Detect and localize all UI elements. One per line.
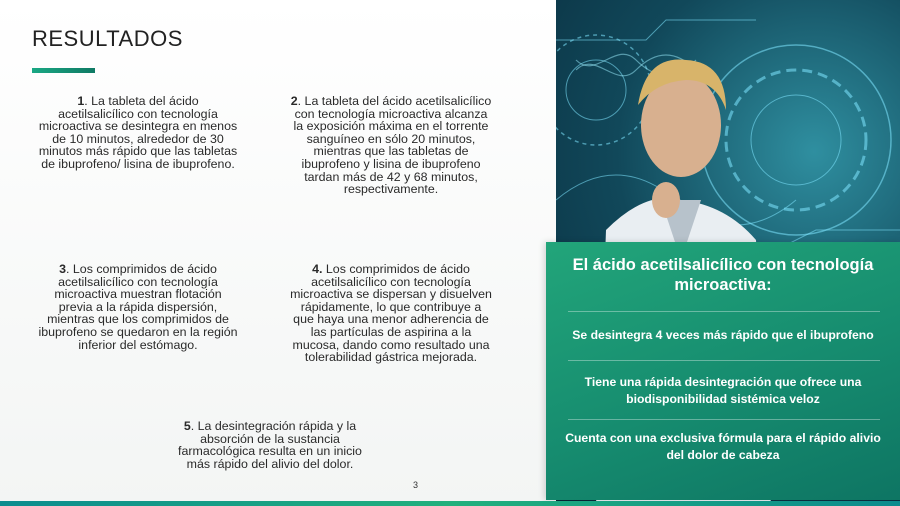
result-point-1 <box>38 95 238 171</box>
result-point-2 <box>290 95 492 196</box>
point-number: 2 <box>290 94 298 108</box>
panel-divider <box>568 360 880 361</box>
point-number: 5 <box>183 419 191 433</box>
result-point-5 <box>170 420 370 470</box>
point-text: . La desintegración rápida y la absorción de la sustancia farmacológica resulta en un inicio más rápido del alivio del dolor. <box>178 419 362 471</box>
title-underline <box>32 68 95 73</box>
result-point-4 <box>290 263 492 364</box>
point-number: 4. <box>312 262 323 276</box>
point-text: . La tableta del ácido acetilsalicílico con tecnología microactiva alcanza la exposición máxima en el torrente sanguíneo en sólo 20 minutos, mientras que las tabletas de ibuprofeno y lisina de ibuprofeno tardan más de 42 y 68 minutos, respectivamente. <box>293 94 492 197</box>
footer-accent-bar <box>0 501 900 506</box>
result-point-3 <box>38 263 238 351</box>
benefit-item-1: Se desintegra 4 veces más rápido que el ibuprofeno <box>572 328 874 342</box>
page-number: 3 <box>413 480 419 490</box>
point-text: Los comprimidos de ácido acetilsalicílico con tecnología microactiva se dispersan y disuelven rápidamente, lo que contribuye a que haya una menor adherencia de las partículas de aspirina a la mucosa, dando como resultado una tolerabilidad gástrica mejorada. <box>290 262 492 365</box>
panel-title: El ácido acetilsalicílico con tecnología microactiva: <box>572 256 874 294</box>
point-text: . Los comprimidos de ácido acetilsalicílico con tecnología microactiva muestran flotación previa a la rápida dispersión, mientras que los comprimidos de ibuprofeno se quedaron en la región inferior del estómago. <box>38 262 238 352</box>
page-title: RESULTADOS <box>32 26 183 51</box>
panel-divider <box>568 419 880 420</box>
benefit-item-3: Cuenta con una exclusiva fórmula para el rápido alivio del dolor de cabeza <box>565 431 881 462</box>
key-benefits-panel <box>546 242 900 500</box>
point-number: 1 <box>77 94 85 108</box>
point-number: 3 <box>59 262 67 276</box>
panel-divider <box>568 311 880 312</box>
point-text: . La tableta del ácido acetilsalicílico con tecnología microactiva se desintegra en menos de 10 minutos, alrededor de 30 minutos más rápido que las tabletas de ibuprofeno/ lisina de ibuprofeno. <box>38 94 238 171</box>
benefit-item-2: Tiene una rápida desintegración que ofrece una biodisponibilidad sistémica veloz <box>584 375 862 406</box>
